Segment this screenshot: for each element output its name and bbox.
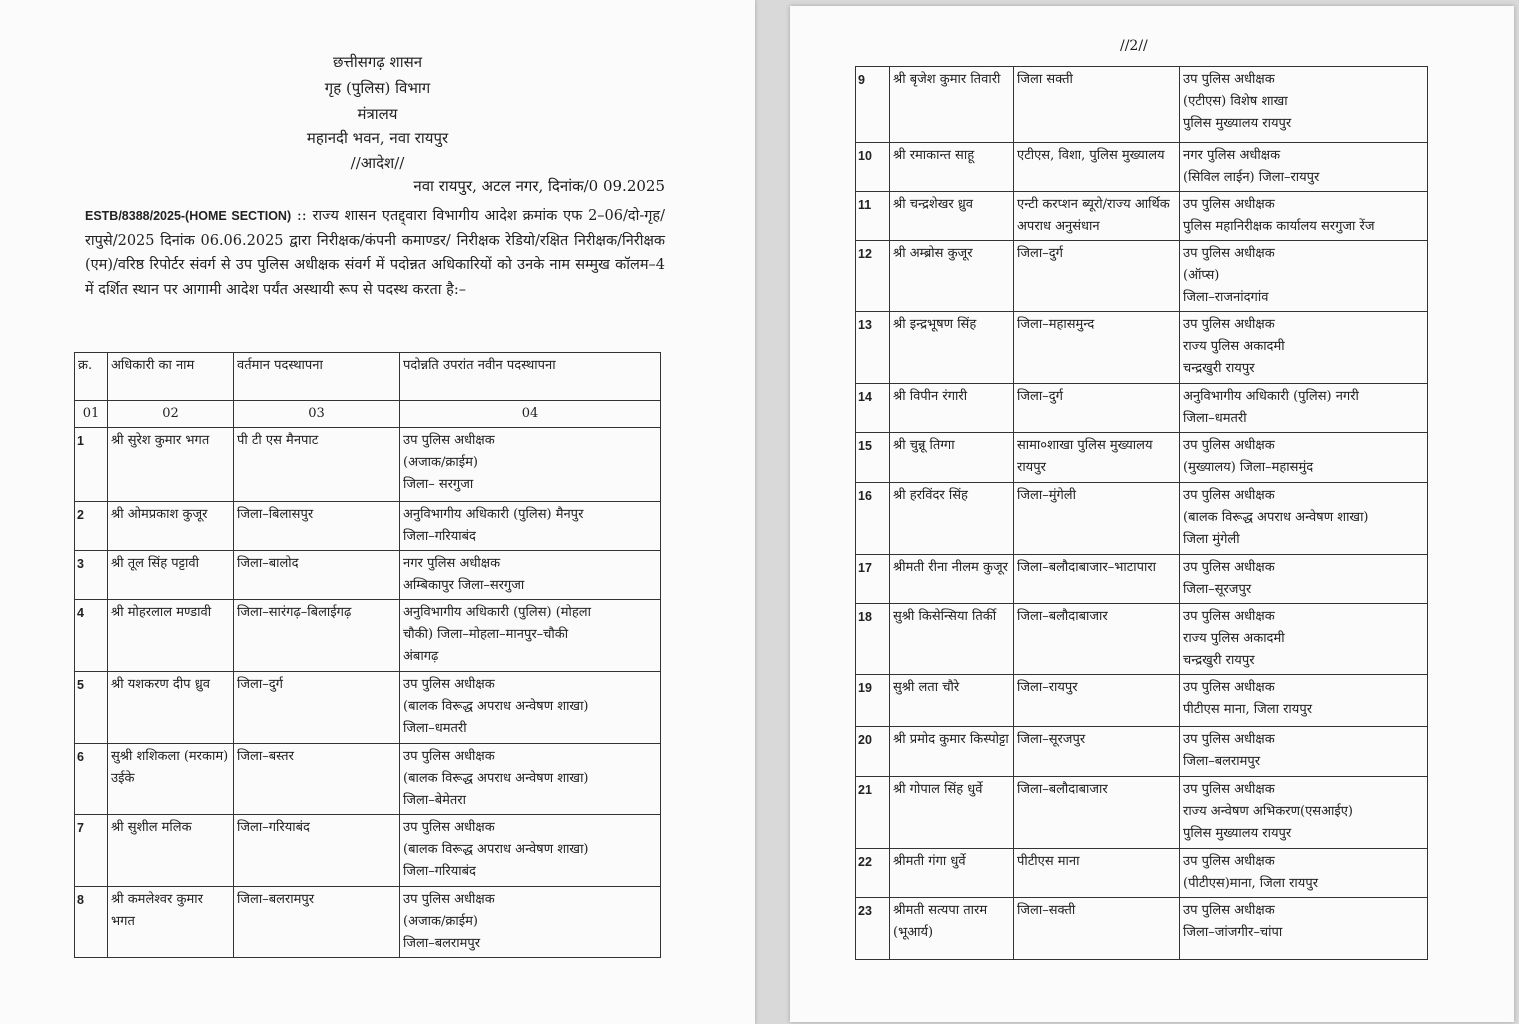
page-number: //2//: [1120, 38, 1148, 54]
serial-number-cell: 7: [75, 815, 108, 887]
new-posting-cell: [1180, 433, 1428, 483]
table-row: [856, 192, 1428, 241]
new-posting-line: जिला–बलरामपुर: [1183, 754, 1261, 769]
new-posting-line: जिला–धमतरी: [403, 721, 467, 736]
current-posting-cell: जिला–दुर्ग: [234, 672, 400, 744]
table-row: [75, 672, 661, 744]
new-posting-line: चन्द्रखुरी रायपुर: [1183, 653, 1255, 668]
current-posting-cell: जिला–बलरामपुर: [234, 887, 400, 958]
table-row: [856, 849, 1428, 898]
officer-name-cell: सुश्री शशिकला (मरकाम) उईके: [108, 744, 234, 815]
officer-name-cell: सुश्री लता चौरे: [890, 675, 1014, 727]
serial-number-cell: 14: [856, 384, 890, 433]
new-posting-line: उप पुलिस अधीक्षक: [1183, 680, 1275, 695]
current-posting-cell: जिला–दुर्ग: [1014, 384, 1180, 433]
current-posting-cell: जिला–सारंगढ़–बिलाईगढ़: [234, 600, 400, 672]
new-posting-cell: [1180, 555, 1428, 604]
current-posting-cell: जिला–बिलासपुर: [234, 502, 400, 551]
posting-table-page-1: [74, 352, 661, 958]
table-row: [75, 551, 661, 600]
current-posting-cell: जिला–सूरजपुर: [1014, 727, 1180, 777]
officer-name-cell: श्रीमती सत्यपा तारम (भूआर्य): [890, 898, 1014, 960]
new-posting-cell: [400, 887, 661, 958]
officer-name-cell: श्री सुरेश कुमार भगत: [108, 428, 234, 502]
new-posting-line: उप पुलिस अधीक्षक: [1183, 438, 1275, 453]
current-posting-cell: जिला–बलौदाबाजार: [1014, 777, 1180, 849]
new-posting-line: उप पुलिस अधीक्षक: [1183, 488, 1275, 503]
new-posting-line: उप पुलिस अधीक्षक: [1183, 72, 1275, 87]
new-posting-line: (अजाक/क्राईम): [403, 914, 478, 929]
current-posting-cell: सामा०शाखा पुलिस मुख्यालय रायपुर: [1014, 433, 1180, 483]
column-number: 04: [400, 401, 661, 428]
current-posting-cell: जिला–दुर्ग: [1014, 241, 1180, 312]
new-posting-line: चौकी) जिला–मोहला–मानपुर–चौकी: [403, 627, 569, 642]
serial-number-cell: 18: [856, 604, 890, 675]
serial-number-cell: 12: [856, 241, 890, 312]
current-posting-cell: जिला–बलौदाबाजार–भाटापारा: [1014, 555, 1180, 604]
new-posting-cell: [1180, 192, 1428, 241]
officer-name-cell: श्री रमाकान्त साहू: [890, 143, 1014, 192]
officer-name-cell: श्री मोहरलाल मण्डावी: [108, 600, 234, 672]
current-posting-cell: पीटीएस माना: [1014, 849, 1180, 898]
new-posting-line: (सिविल लाईन) जिला–रायपुर: [1183, 170, 1320, 185]
new-posting-cell: [1180, 384, 1428, 433]
new-posting-line: (बालक विरूद्ध अपराध अन्वेषण शाखा): [1183, 510, 1369, 525]
column-header-current: वर्तमान पदस्थापना: [234, 353, 400, 401]
current-posting-cell: जिला–सक्ती: [1014, 898, 1180, 960]
posting-table-page-2: [855, 66, 1428, 960]
new-posting-line: (अजाक/क्राईम): [403, 455, 478, 470]
officer-name-cell: श्री चन्द्रशेखर ध्रुव: [890, 192, 1014, 241]
new-posting-cell: [1180, 312, 1428, 384]
column-number: 02: [108, 401, 234, 428]
new-posting-cell: [400, 600, 661, 672]
new-posting-line: राज्य अन्वेषण अभिकरण(एसआईए): [1183, 804, 1354, 819]
current-posting-cell: जिला–बलौदाबाजार: [1014, 604, 1180, 675]
officer-name-cell: श्री ओमप्रकाश कुजूर: [108, 502, 234, 551]
new-posting-line: उप पुलिस अधीक्षक: [403, 749, 495, 764]
new-posting-line: (बालक विरूद्ध अपराध अन्वेषण शाखा): [403, 699, 589, 714]
serial-number-cell: 16: [856, 483, 890, 555]
current-posting-cell: एन्टी करप्शन ब्यूरो/राज्य आर्थिक अपराध अनुसंधान: [1014, 192, 1180, 241]
table-row: [75, 744, 661, 815]
serial-number-cell: 15: [856, 433, 890, 483]
serial-number-cell: 21: [856, 777, 890, 849]
serial-number-cell: 6: [75, 744, 108, 815]
order-paragraph: [85, 204, 665, 302]
table-row: [856, 241, 1428, 312]
table-row: [856, 555, 1428, 604]
serial-number-cell: 13: [856, 312, 890, 384]
officer-name-cell: श्री कमलेश्वर कुमार भगत: [108, 887, 234, 958]
department-name: गृह (पुलिस) विभाग: [324, 79, 431, 97]
serial-number-cell: 9: [856, 67, 890, 143]
document-page-1: [0, 0, 755, 1024]
table-row: [856, 433, 1428, 483]
current-posting-cell: जिला–बालोद: [234, 551, 400, 600]
order-reference: ESTB/8388/2025-(HOME SECTION): [85, 209, 292, 223]
new-posting-cell: [1180, 241, 1428, 312]
table-row: [75, 887, 661, 958]
serial-number-cell: 5: [75, 672, 108, 744]
new-posting-cell: [1180, 777, 1428, 849]
new-posting-line: राज्य पुलिस अकादमी: [1183, 631, 1285, 646]
serial-number-cell: 11: [856, 192, 890, 241]
serial-number-cell: 22: [856, 849, 890, 898]
new-posting-cell: [1180, 898, 1428, 960]
new-posting-line: अम्बिकापुर जिला–सरगुजा: [403, 578, 525, 593]
ministry-name: मंत्रालय: [357, 105, 398, 123]
table-row: [856, 898, 1428, 960]
new-posting-line: उप पुलिस अधीक्षक: [1183, 782, 1275, 797]
new-posting-line: जिला–धमतरी: [1183, 411, 1247, 426]
column-number: 01: [75, 401, 108, 428]
current-posting-cell: एटीएस, विशा, पुलिस मुख्यालय: [1014, 143, 1180, 192]
table-body: [856, 67, 1428, 960]
table-row: [856, 727, 1428, 777]
new-posting-cell: [1180, 675, 1428, 727]
table-row: [856, 143, 1428, 192]
new-posting-line: अनुविभागीय अधिकारी (पुलिस) (मोहला: [403, 605, 591, 620]
new-posting-line: (बालक विरूद्ध अपराध अन्वेषण शाखा): [403, 842, 589, 857]
new-posting-cell: [1180, 143, 1428, 192]
new-posting-line: अनुविभागीय अधिकारी (पुलिस) नगरी: [1183, 389, 1359, 404]
officer-name-cell: सुश्री किसेन्सिया तिर्की: [890, 604, 1014, 675]
serial-number-cell: 8: [75, 887, 108, 958]
new-posting-line: पुलिस मुख्यालय रायपुर: [1183, 116, 1292, 131]
officer-name-cell: श्री प्रमोद कुमार किस्पोट्टा: [890, 727, 1014, 777]
new-posting-line: राज्य पुलिस अकादमी: [1183, 339, 1285, 354]
officer-name-cell: श्री हरविंदर सिंह: [890, 483, 1014, 555]
officer-name-cell: श्री यशकरण दीप ध्रुव: [108, 672, 234, 744]
current-posting-cell: पी टी एस मैनपाट: [234, 428, 400, 502]
officer-name-cell: श्रीमती रीना नीलम कुजूर: [890, 555, 1014, 604]
new-posting-line: उप पुलिस अधीक्षक: [1183, 246, 1275, 261]
new-posting-line: अनुविभागीय अधिकारी (पुलिस) मैनपुर: [403, 507, 584, 522]
officer-name-cell: श्री सुशील मलिक: [108, 815, 234, 887]
new-posting-cell: [400, 428, 661, 502]
officer-name-cell: श्री गोपाल सिंह धुर्वे: [890, 777, 1014, 849]
new-posting-line: उप पुलिस अधीक्षक: [1183, 854, 1275, 869]
officer-name-cell: श्री इन्द्रभूषण सिंह: [890, 312, 1014, 384]
new-posting-line: जिला–जांजगीर–चांपा: [1183, 925, 1283, 940]
serial-number-cell: 4: [75, 600, 108, 672]
new-posting-cell: [1180, 849, 1428, 898]
new-posting-line: जिला–बलरामपुर: [403, 936, 481, 951]
table-row: [75, 502, 661, 551]
new-posting-line: जिला–राजनांदगांव: [1183, 290, 1269, 305]
officer-name-cell: श्रीमती गंगा धुर्वे: [890, 849, 1014, 898]
new-posting-line: उप पुलिस अधीक्षक: [403, 677, 495, 692]
new-posting-line: नगर पुलिस अधीक्षक: [403, 556, 501, 571]
officer-name-cell: श्री बृजेश कुमार तिवारी: [890, 67, 1014, 143]
serial-number-cell: 1: [75, 428, 108, 502]
new-posting-line: उप पुलिस अधीक्षक: [403, 892, 495, 907]
current-posting-cell: जिला–गरियाबंद: [234, 815, 400, 887]
serial-number-cell: 20: [856, 727, 890, 777]
new-posting-line: (पीटीएस)माना, जिला रायपुर: [1183, 876, 1319, 891]
current-posting-cell: जिला–बस्तर: [234, 744, 400, 815]
column-number: 03: [234, 401, 400, 428]
new-posting-line: जिला–गरियाबंद: [403, 864, 476, 879]
new-posting-cell: [1180, 483, 1428, 555]
officer-name-cell: श्री तूल सिंह पट्टावी: [108, 551, 234, 600]
table-row: [75, 815, 661, 887]
table-row: [856, 384, 1428, 433]
officer-name-cell: श्री विपीन रंगारी: [890, 384, 1014, 433]
table-row: [856, 777, 1428, 849]
serial-number-cell: 10: [856, 143, 890, 192]
new-posting-line: पुलिस मुख्यालय रायपुर: [1183, 826, 1292, 841]
new-posting-line: अंबागढ़: [403, 649, 439, 664]
new-posting-line: (बालक विरूद्ध अपराध अन्वेषण शाखा): [403, 771, 589, 786]
new-posting-line: नगर पुलिस अधीक्षक: [1183, 148, 1281, 163]
column-header-name: अधिकारी का नाम: [108, 353, 234, 401]
table-row: [856, 312, 1428, 384]
table-body: [75, 428, 661, 958]
new-posting-line: (एटीएस) विशेष शाखा: [1183, 94, 1288, 109]
new-posting-line: जिला– सरगुजा: [403, 477, 474, 492]
new-posting-line: उप पुलिस अधीक्षक: [1183, 197, 1275, 212]
serial-number-cell: 17: [856, 555, 890, 604]
column-header-new: पदोन्नति उपरांत नवीन पदस्थापना: [400, 353, 661, 401]
new-posting-line: जिला–बेमेतरा: [403, 793, 466, 808]
current-posting-cell: जिला–मुंगेली: [1014, 483, 1180, 555]
new-posting-line: जिला–गरियाबंद: [403, 529, 476, 544]
office-address: महानदी भवन, नवा रायपुर: [306, 129, 449, 147]
new-posting-line: जिला–सूरजपुर: [1183, 582, 1252, 597]
order-text: :: राज्य शासन एतद्द्वारा विभागीय आदेश क्रमांक एफ 2–06/दो-गृह/रापुसे/2025 दिनांक 06.06.2025 द्वारा निरीक्षक/कंपनी कमाण्डर/ निरीक्षक रेडियो/रक्षित निरीक्षक/निरीक्षक (एम)/वरिष्ठ रिपोर्टर संवर्ग से उप पुलिस अधीक्षक संवर्ग में पदोन्नत अधिकारियों को उनके नाम सम्मुख कॉलम–4 में दर्शित स्थान पर आगामी आदेश पर्यंत अस्थायी रूप से पदस्थ करता है:–: [85, 208, 665, 298]
table-row: [75, 428, 661, 502]
new-posting-line: पीटीएस माना, जिला रायपुर: [1183, 702, 1313, 717]
govt-name: छत्तीसगढ़ शासन: [332, 53, 423, 71]
new-posting-cell: [1180, 67, 1428, 143]
new-posting-line: उप पुलिस अधीक्षक: [1183, 317, 1275, 332]
table-row: [75, 600, 661, 672]
new-posting-cell: [400, 551, 661, 600]
new-posting-line: (मुख्यालय) जिला–महासमुंद: [1183, 460, 1314, 475]
officer-name-cell: श्री अम्ब्रोस कुजूर: [890, 241, 1014, 312]
new-posting-cell: [1180, 604, 1428, 675]
new-posting-line: उप पुलिस अधीक्षक: [1183, 732, 1275, 747]
table-row: [856, 67, 1428, 143]
new-posting-line: उप पुलिस अधीक्षक: [403, 433, 495, 448]
current-posting-cell: जिला–महासमुन्द: [1014, 312, 1180, 384]
current-posting-cell: जिला–रायपुर: [1014, 675, 1180, 727]
new-posting-line: जिला मुंगेली: [1183, 532, 1240, 547]
serial-number-cell: 23: [856, 898, 890, 960]
order-title: //आदेश//: [350, 154, 405, 172]
current-posting-cell: जिला सक्ती: [1014, 67, 1180, 143]
new-posting-cell: [1180, 727, 1428, 777]
new-posting-cell: [400, 744, 661, 815]
column-header-sn: क्र.: [75, 353, 108, 401]
order-dateline: नवा रायपुर, अटल नगर, दिनांक/0 09.2025: [413, 177, 665, 195]
new-posting-line: उप पुलिस अधीक्षक: [1183, 903, 1275, 918]
new-posting-line: उप पुलिस अधीक्षक: [1183, 560, 1275, 575]
new-posting-cell: [400, 672, 661, 744]
new-posting-line: पुलिस महानिरीक्षक कार्यालय सरगुजा रेंज: [1183, 219, 1375, 234]
table-row: [856, 483, 1428, 555]
new-posting-line: उप पुलिस अधीक्षक: [1183, 609, 1275, 624]
serial-number-cell: 3: [75, 551, 108, 600]
table-row: [856, 604, 1428, 675]
new-posting-cell: [400, 815, 661, 887]
officer-name-cell: श्री चुन्नू तिग्गा: [890, 433, 1014, 483]
new-posting-line: उप पुलिस अधीक्षक: [403, 820, 495, 835]
serial-number-cell: 19: [856, 675, 890, 727]
new-posting-line: चन्द्रखुरी रायपुर: [1183, 361, 1255, 376]
new-posting-line: (ऑप्स): [1183, 268, 1220, 283]
new-posting-cell: [400, 502, 661, 551]
table-row: [856, 675, 1428, 727]
serial-number-cell: 2: [75, 502, 108, 551]
